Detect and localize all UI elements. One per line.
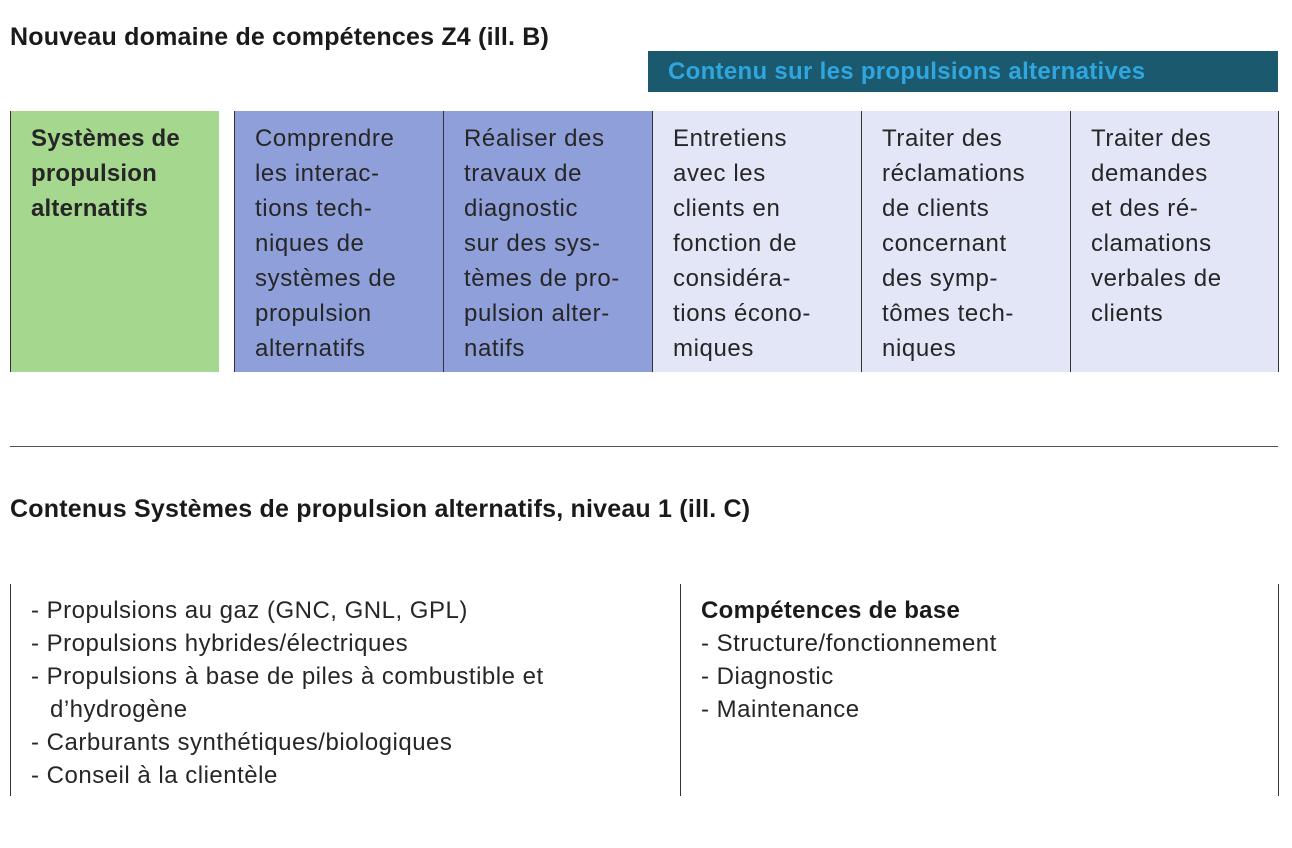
list-item-continuation: d’hydrogène (50, 696, 188, 723)
list-item: - Propulsions hybrides/électriques (31, 630, 409, 657)
section-b-heading: Nouveau domaine de compétences Z4 (ill. B) (10, 23, 550, 51)
competence-cell-interactions: Comprendre les interac- tions tech- niques de systèmes de propulsion alternatifs (234, 111, 443, 372)
list-item: - Maintenance (701, 696, 860, 723)
list-item: - Structure/fonctionnement (701, 630, 997, 657)
content-list (11, 584, 680, 792)
content-list-box (10, 584, 680, 796)
alternative-propulsion-banner (648, 51, 1278, 92)
competence-cell-title: Systèmes de propulsion alternatifs (10, 111, 219, 372)
section-c-heading: Contenus Systèmes de propulsion alternatifs, niveau 1 (ill. C) (10, 495, 751, 523)
list-item: - Propulsions au gaz (GNC, GNL, GPL) (31, 597, 468, 624)
list-item: - Conseil à la clientèle (31, 762, 278, 789)
basic-competences-list (681, 627, 1278, 726)
competence-cell-customer-talks: Entretiens avec les clients en fonction de considéra- tions écono- miques (652, 111, 861, 372)
banner-label: Contenu sur les propulsions alternatives (668, 57, 1146, 85)
list-item: - Diagnostic (701, 663, 834, 690)
competence-cell-complaints: Traiter des réclamations de clients concernant des symp- tômes tech- niques (861, 111, 1070, 372)
basic-competences-title: Compétences de base (701, 597, 961, 624)
competence-cell-diagnostic: Réaliser des travaux de diagnostic sur des sys- tèmes de pro- pulsion alter- natifs (443, 111, 652, 372)
competence-cell-requests: Traiter des demandes et des ré- clamations verbales de clients (1070, 111, 1279, 372)
basic-competences-box (680, 584, 1279, 796)
list-item: - Carburants synthétiques/biologiques (31, 729, 453, 756)
list-item: - Propulsions à base de piles à combustible et (31, 663, 544, 690)
section-divider (10, 446, 1278, 447)
